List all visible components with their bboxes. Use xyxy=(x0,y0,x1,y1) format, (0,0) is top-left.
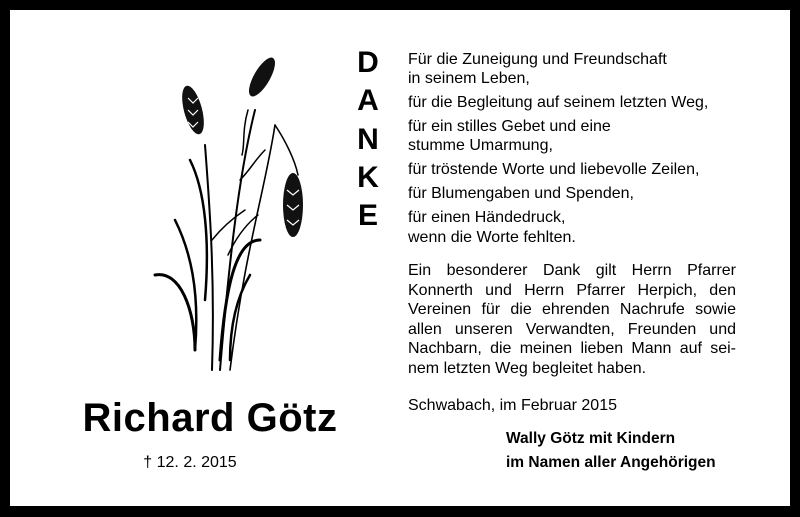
danke-letter: N xyxy=(357,122,379,156)
thanks-line: für die Begleitung auf seinem letzten Weg, xyxy=(408,94,709,112)
danke-vertical-heading xyxy=(353,44,383,235)
danke-letter: D xyxy=(357,46,379,79)
danke-letter: A xyxy=(357,84,379,118)
place-date: Schwabach, im Februar 2015 xyxy=(408,397,617,414)
wheat-illustration xyxy=(150,50,320,390)
deceased-name: Richard Götz xyxy=(82,396,338,440)
death-date: † 12. 2. 2015 xyxy=(143,454,237,471)
thanks-line: für Blumengaben und Spenden, xyxy=(408,185,634,203)
signature-line: Wally Götz mit Kindern xyxy=(506,430,676,447)
thanks-line: für einen Händedruck, xyxy=(408,209,566,227)
thanks-line: wenn die Worte fehlten. xyxy=(408,228,576,246)
thanks-paragraph: Ein besonderer Dank gilt Herrn Pfarrer Konnerth und Herrn Pfarrer Herpich, den Vereinen für die ehrenden Nachrufe sowie allen unseren Verwandten, Freunden und Nachbarn, die meinen lieben Mann auf seinem letzten Weg begleitet haben. xyxy=(408,262,736,377)
thanks-list xyxy=(408,50,708,247)
signature-line: im Namen aller Angehörigen xyxy=(506,454,716,471)
thanks-line: in seinem Leben, xyxy=(408,70,530,88)
danke-letter: E xyxy=(357,199,378,233)
danke-letter: K xyxy=(357,160,379,194)
thanks-line: für tröstende Worte und liebevolle Zeilen, xyxy=(408,161,700,179)
obituary-card xyxy=(10,10,790,506)
thanks-line: stumme Umarmung, xyxy=(408,137,553,155)
thanks-line: Für die Zuneigung und Freundschaft xyxy=(408,51,667,68)
signature xyxy=(506,427,716,475)
thanks-line: für ein stilles Gebet und eine xyxy=(408,118,611,136)
